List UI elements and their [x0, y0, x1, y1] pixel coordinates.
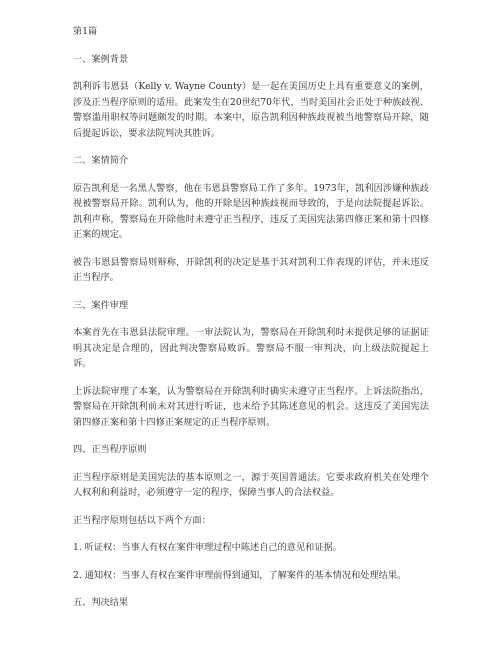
paragraph-due-process-2: 正当程序原则包括以下两个方面： — [73, 514, 211, 526]
list-item-hearing-right: 1. 听证权：当事人有权在案件审理过程中陈述自己的意见和证据。 — [73, 542, 342, 553]
paragraph-case-summary-1: 原告凯利是一名黑人警察，他在韦恩县警察局工作了多年。1973年，凯利因涉嫌种族歧视被警察局开除。凯利认为，他的开除是因种族歧视而导致的，于是向法院提起诉讼。凯利声称，警察局在开除他时未遵守正当程序，违反了美国宪法第四修正案和第十四修正案的规定。 — [73, 182, 429, 240]
paragraph-trial-1: 本案首先在韦恩县法院审理。一审法院认为，警察局在开除凯利时未提供足够的证据证明其决定是合理的，因此判决警察局败诉。警察局不服一审判决，向上级法院提起上诉。 — [73, 327, 429, 369]
paragraph-due-process-1: 正当程序原则是美国宪法的基本原则之一，源于英国普通法。它要求政府机关在处理个人权利和利益时，必须遵守一定的程序，保障当事人的合法权益。 — [73, 471, 429, 498]
section-heading-case-summary: 二、案情简介 — [73, 155, 129, 166]
paragraph-case-summary-2: 被告韦恩县警察局则辩称，开除凯利的决定是基于其对凯利工作表现的评估，并未违反正当程序。 — [73, 256, 429, 283]
list-item-notice-right: 2. 通知权：当事人有权在案件审理前得到通知，了解案件的基本情况和处理结果。 — [73, 569, 407, 581]
section-heading-trial: 三、案件审理 — [73, 299, 129, 311]
page-label: 第1篇 — [73, 26, 98, 37]
paragraph-trial-2: 上诉法院审理了本案，认为警察局在开除凯利时确实未遵守正当程序。上诉法院指出，警察局在开除凯利前未对其进行听证，也未给予其陈述意见的机会。这违反了美国宪法第四修正案和第十四修正案规定的正当程序原则。 — [73, 385, 429, 428]
section-heading-background: 一、案例背景 — [73, 53, 129, 65]
section-heading-judgment: 五、判决结果 — [73, 597, 129, 608]
section-heading-due-process: 四、正当程序原则 — [73, 444, 147, 455]
paragraph-background: 凯利诉韦恩县（Kelly v. Wayne County）是一起在美国历史上具有重要意义的案例，涉及正当程序原则的适用。此案发生在20世纪70年代，当时美国社会正处于种族歧视、警察滥用职权等问题颇发的时期。本案中，原告凯利因种族歧视被当地警察局开除，随后提起诉讼，要求法院判决其胜诉。 — [73, 81, 429, 139]
document-body — [73, 24, 429, 623]
